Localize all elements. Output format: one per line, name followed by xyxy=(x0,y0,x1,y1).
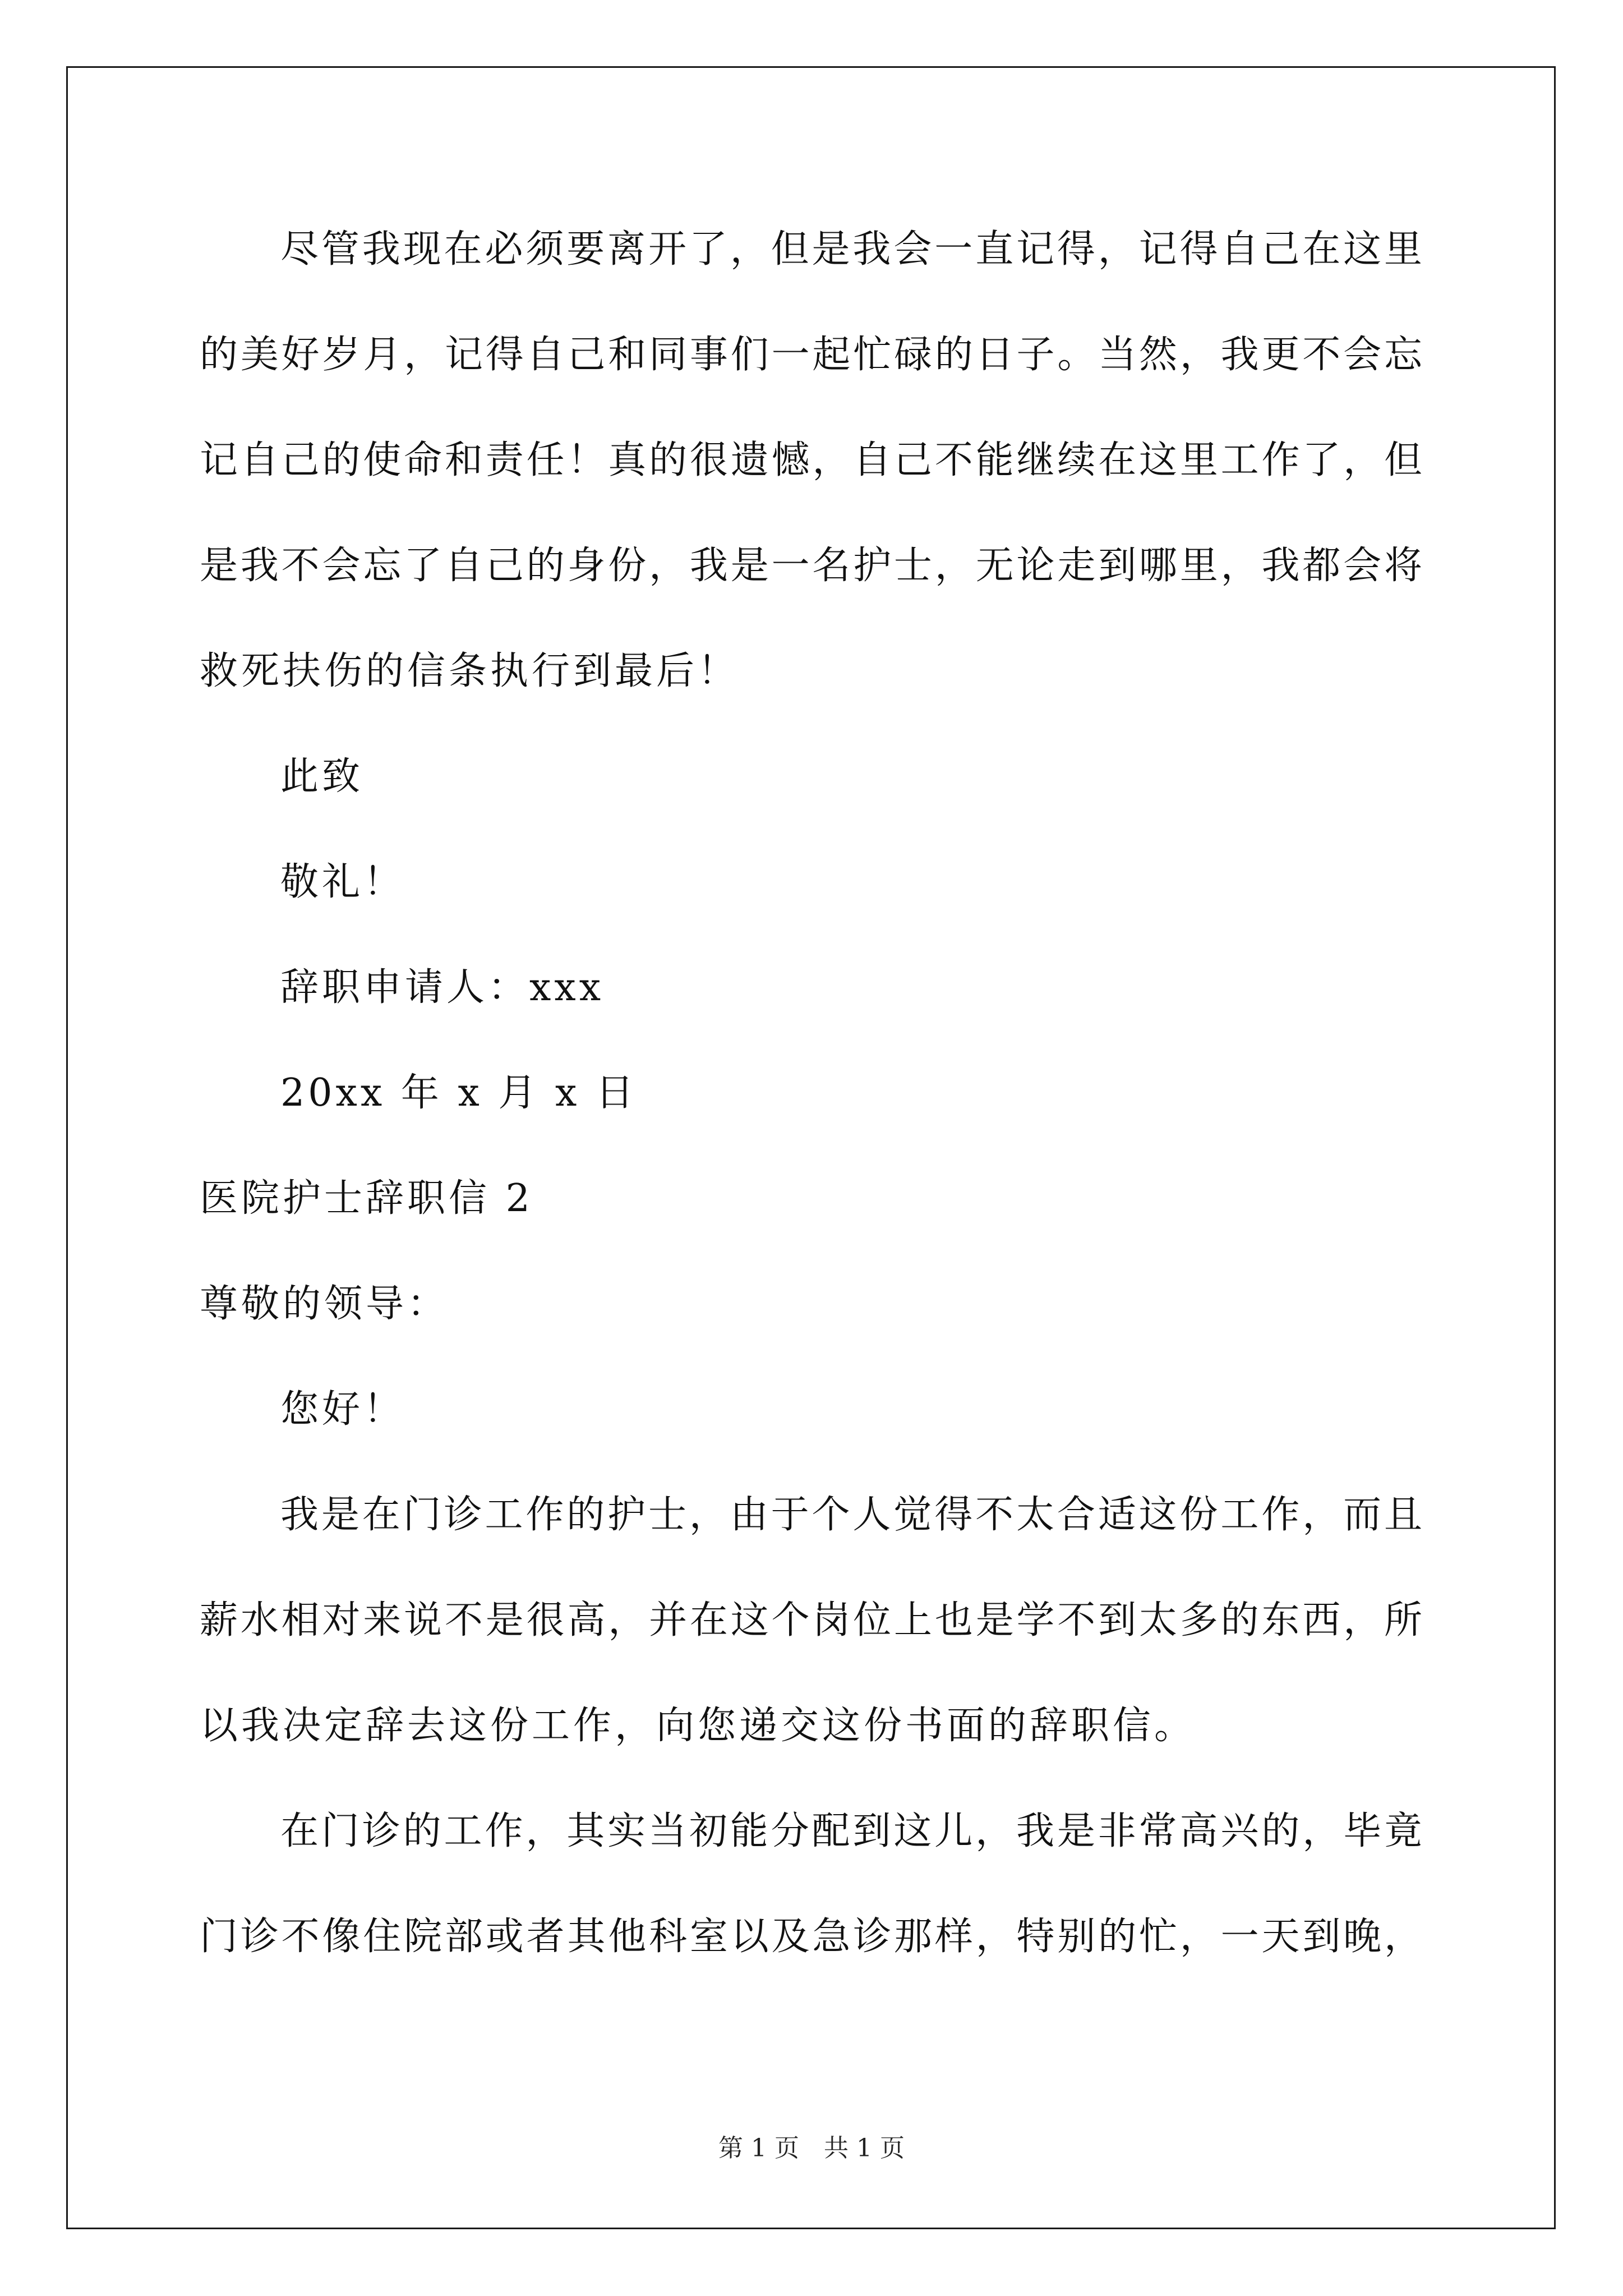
paragraph-line: 薪水相对来说不是很高，并在这个岗位上也是学不到太多的东西，所 xyxy=(200,1598,1422,1642)
paragraph-line: 尽管我现在必须要离开了，但是我会一直记得，记得自己在这里 xyxy=(280,227,1422,272)
paragraph-line: 记自己的使命和责任！真的很遗憾，自己不能继续在这里工作了，但 xyxy=(200,438,1422,482)
page-footer: 第 1 页 共 1 页 xyxy=(718,2134,905,2162)
paragraph-line: 是我不会忘了自己的身份，我是一名护士，无论走到哪里，我都会将 xyxy=(200,544,1422,588)
paragraph-line: 在门诊的工作，其实当初能分配到这儿，我是非常高兴的，毕竟 xyxy=(280,1809,1422,1853)
page-border xyxy=(66,66,1556,2229)
signature-line: 辞职申请人：xxx xyxy=(280,965,605,1010)
paragraph-line: 我是在门诊工作的护士，由于个人觉得不太合适这份工作，而且 xyxy=(280,1493,1422,1537)
paragraph-line: 救死扶伤的信条执行到最后！ xyxy=(200,649,740,693)
closing-regards: 敬礼！ xyxy=(280,860,405,904)
greeting-hello: 您好！ xyxy=(280,1387,405,1432)
date-line: 20xx 年 x 月 x 日 xyxy=(280,1071,638,1115)
section-title: 医院护士辞职信 2 xyxy=(200,1176,533,1221)
closing-salutation: 此致 xyxy=(280,754,364,799)
greeting: 尊敬的领导： xyxy=(200,1282,449,1326)
paragraph-line: 以我决定辞去这份工作，向您递交这份书面的辞职信。 xyxy=(200,1704,1196,1748)
paragraph-line: 的美好岁月，记得自己和同事们一起忙碌的日子。当然，我更不会忘 xyxy=(200,333,1422,377)
paragraph-line: 门诊不像住院部或者其他科室以及急诊那样，特别的忙，一天到晚， xyxy=(200,1915,1422,1959)
